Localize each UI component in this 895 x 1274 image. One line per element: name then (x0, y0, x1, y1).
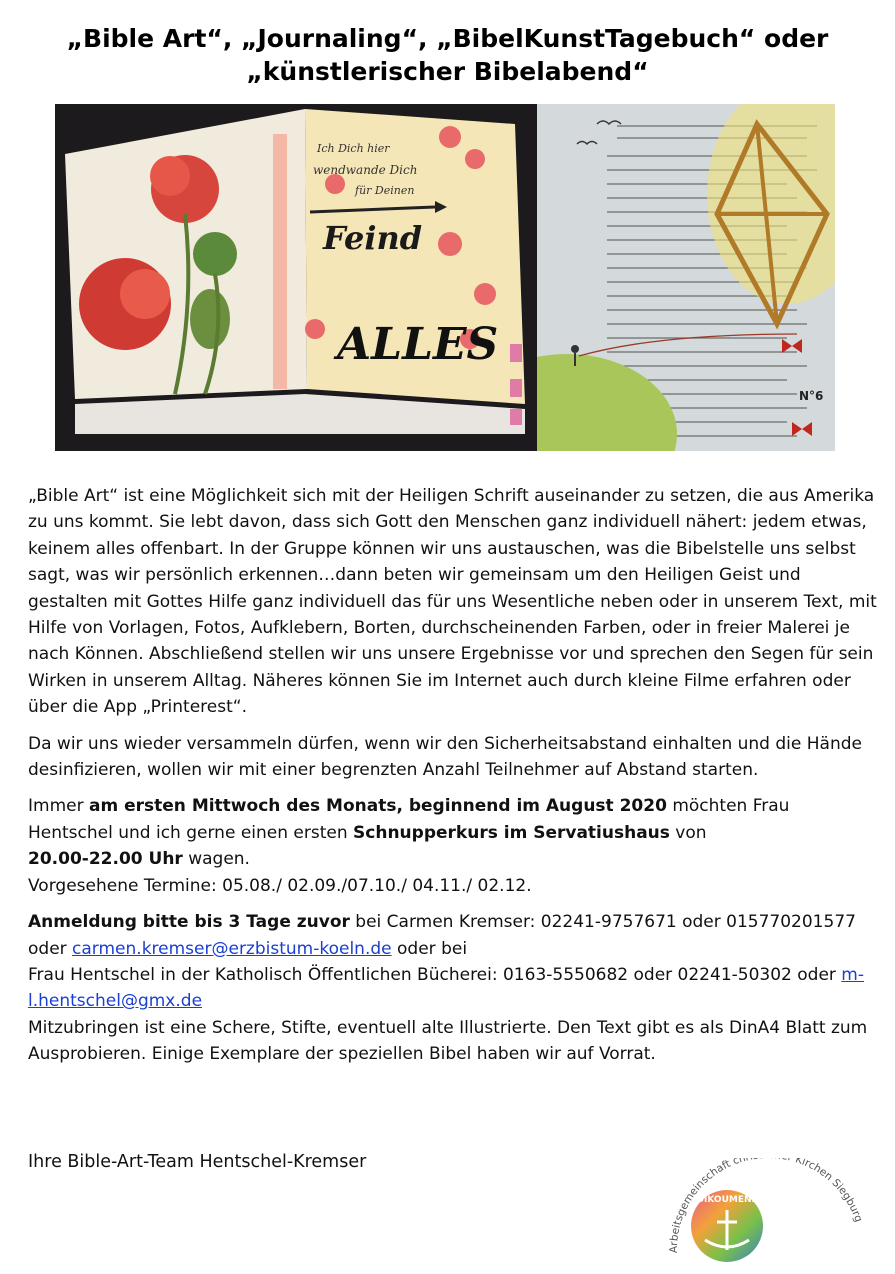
photo-kite-drawing (537, 104, 835, 451)
logo-arc-textpath: Arbeitsgemeinschaft ch Kirchen Siegburg (667, 1158, 865, 1254)
email-link-hentschel[interactable]: m-l.hentschel@gmx.de (28, 964, 864, 1012)
registration-text-c: oder bei (391, 938, 468, 959)
schedule-text-a: Immer (28, 796, 89, 817)
logo-inner-text: OIKOUMENE (696, 1195, 758, 1205)
photo-small-text-2: wendwande Dich (313, 163, 418, 177)
schedule-text-bold-time: 20.00-22.00 Uhr (28, 849, 183, 870)
oikoumene-logo-graphic (655, 1158, 870, 1270)
schedule-dates: Vorgesehene Termine: 05.08./ 02.09./07.10./ 04.11./ 02.12. (28, 875, 532, 896)
oikoumene-logo (655, 1158, 870, 1270)
email-link-kremser[interactable]: carmen.kremser@erzbistum-koeln.de (72, 938, 392, 959)
schedule-text-g: wagen. (182, 849, 250, 870)
registration-text-b: bei Carmen Kremser: 02241-9757671 oder 015770201577 oder (28, 912, 856, 959)
paragraph-registration (28, 909, 878, 1067)
photo-word-feind: Feind (323, 219, 423, 257)
body-text (28, 483, 878, 1078)
title-line-1: „Bible Art“, „Journaling“, „BibelKunstTagebuch“ oder (66, 24, 829, 53)
photo-kite-sign: N°6 (799, 389, 824, 403)
paragraph-schedule (28, 793, 878, 899)
page-title (0, 22, 895, 88)
registration-text-d: Frau Hentschel in der Katholisch Öffentlichen Bücherei: 0163-5550682 oder 02241-50302 oder (28, 964, 842, 985)
photo-strip (55, 104, 835, 451)
schedule-text-bold-date: am ersten Mittwoch des Monats, beginnend im August 2020 (89, 796, 667, 817)
registration-text-e: Mitzubringen ist eine Schere, Stifte, eventuell alte Illustrierte. Den Text gibt es als DinA4 Blatt zum Ausprobieren. Einige Exemplare der speziellen Bibel haben wir auf Vorrat. (28, 1017, 868, 1065)
photo-kite-illustration (537, 104, 835, 451)
signature: Ihre Bible-Art-Team Hentschel-Kremser (28, 1152, 367, 1172)
paragraph-safety: Da wir uns wieder versammeln dürfen, wenn wir den Sicherheitsabstand einhalten und die Hände desinfizieren, wollen wir mit einer begrenzten Anzahl Teilnehmer auf Abstand starten. (28, 733, 862, 781)
schedule-text-c: möchten Frau Hentschel und ich gerne einen ersten (28, 796, 790, 843)
photo-word-alles: ALLES (337, 319, 499, 370)
paragraph-intro: „Bible Art“ ist eine Möglichkeit sich mit der Heiligen Schrift auseinander zu setzen, die aus Amerika zu uns kommt. Sie lebt davon, dass sich Gott den Menschen ganz individuell nähert: jedem etwas, keinem alles offenbart. In der Gruppe können wir uns austauschen, was die Bibelstelle uns selbst sagt, was wir persönlich erkennen…dann beten wir gemeinsam um den Heiligen Geist und gestalten mit Gottes Hilfe ganz individuell das für uns Wesentliche neben oder in unserem Text, mit Hilfe von Vorlagen, Fotos, Aufklebern, Borten, durchscheinenden Farben, oder in freier Malerei je nach Können. Abschließend stellen wir uns unsere Ergebnisse vor und sprechen den Segen für sein Wirken in unserem Alltag. Näheres können Sie im Internet auch durch kleine Filme erfahren oder über die App „Printerest“. (28, 486, 877, 718)
registration-deadline: Anmeldung bitte bis 3 Tage zuvor (28, 912, 350, 933)
photo-small-text-1: Ich Dich hier (317, 142, 390, 155)
photo-small-text-3: für Deinen (355, 184, 415, 197)
photo-bible-poppies (55, 104, 537, 451)
schedule-text-e: von (669, 822, 707, 843)
title-line-2: „künstlerischer Bibelabend“ (246, 57, 649, 86)
schedule-text-bold-course: Schnupperkurs im Servatiushaus (353, 822, 670, 843)
photo-bible-poppies-illustration (55, 104, 537, 451)
